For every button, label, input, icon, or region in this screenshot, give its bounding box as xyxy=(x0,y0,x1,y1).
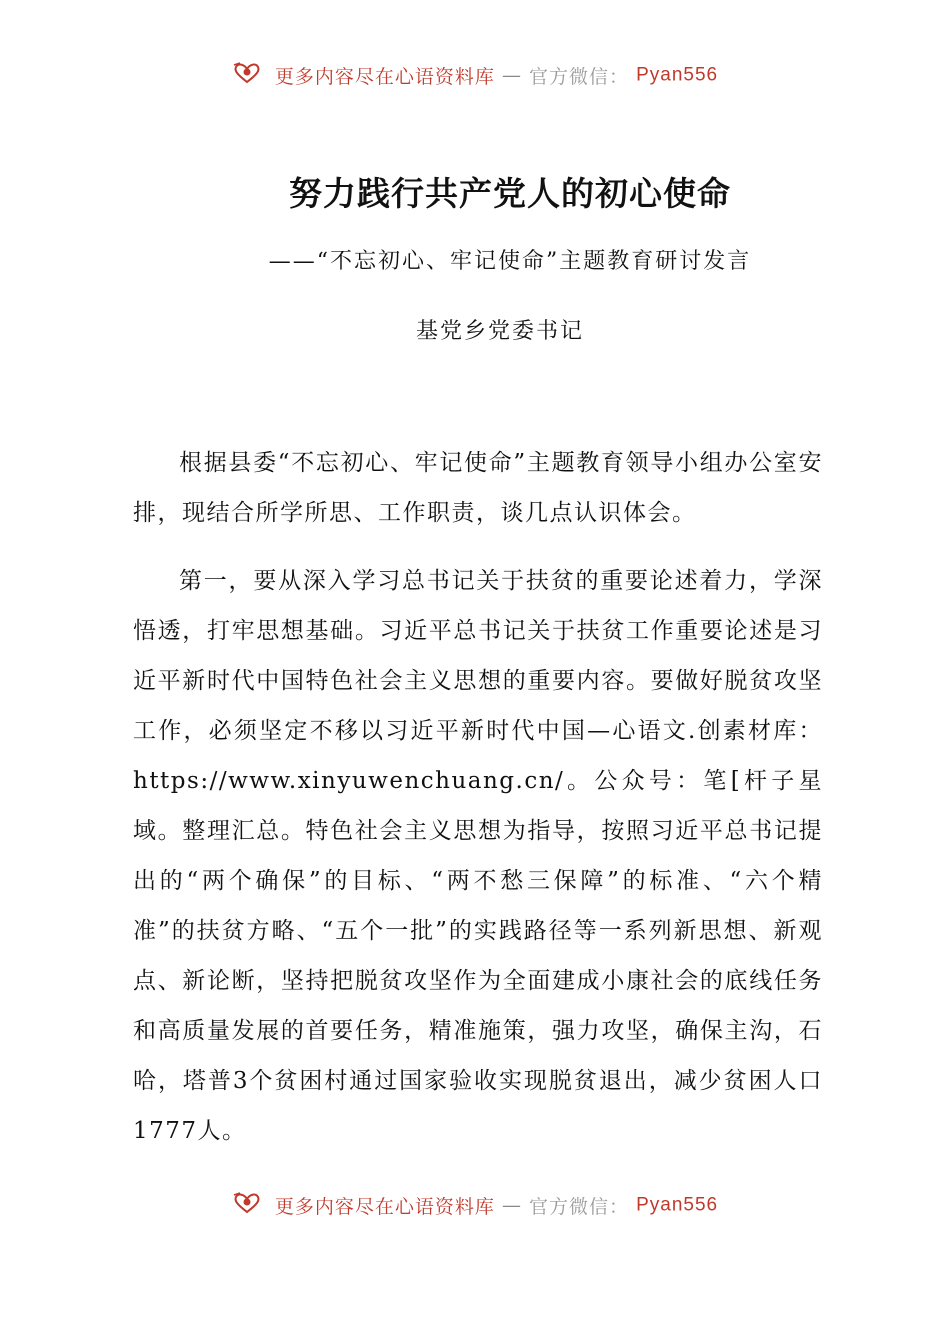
watermark-wechat-id: Pyan556 xyxy=(636,64,719,86)
document-title: 努力践行共产党人的初心使命 xyxy=(289,174,731,213)
watermark-wechat-id: Pyan556 xyxy=(636,1194,719,1216)
watermark-brand: 更多内容尽在心语资料库 xyxy=(274,1196,495,1218)
watermark-separator: — xyxy=(501,64,522,87)
footer-watermark xyxy=(0,1192,950,1219)
heart-logo-icon xyxy=(232,1192,262,1219)
document-author: 基党乡党委书记 xyxy=(415,319,584,344)
document-body xyxy=(133,438,823,1174)
header-watermark xyxy=(0,62,950,89)
paragraph: 根据县委“不忘初心、牢记使命”主题教育领导小组办公室安排，现结合所学所思、工作职责，谈几点认识体会。 xyxy=(133,450,823,526)
paragraph: 第一，要从深入学习总书记关于扶贫的重要论述着力，学深悟透，打牢思想基础。习近平总书记关于扶贫工作重要论述是习近平新时代中国特色社会主义思想的重要内容。要做好脱贫攻坚工作，必须坚定不移以习近平新时代中国—心语文.创素材库：https://www.xinyuwenchuang.cn/。公众号：笔[杆子星域。整理汇总。特色社会主义思想为指导，按照习近平总书记提出的“两个确保”的目标、“两不愁三保障”的标准、“六个精准”的扶贫方略、“五个一批”的实践路径等一系列新思想、新观点、新论断，坚持把脱贫攻坚作为全面建成小康社会的底线任务和高质量发展的首要任务，精准施策，强力攻坚，确保主沟，石哈，塔普3个贫困村通过国家验收实现脱贫退出，减少贫困人口1777人。 xyxy=(133,568,823,1144)
watermark-brand: 更多内容尽在心语资料库 xyxy=(274,66,495,88)
watermark-label: 官方微信： xyxy=(529,1196,630,1218)
watermark-label: 官方微信： xyxy=(529,66,630,88)
document-subtitle: ——“不忘初心、牢记使命”主题教育研讨发言 xyxy=(268,249,752,274)
heart-logo-icon xyxy=(232,62,262,89)
watermark-separator: — xyxy=(501,1194,522,1217)
